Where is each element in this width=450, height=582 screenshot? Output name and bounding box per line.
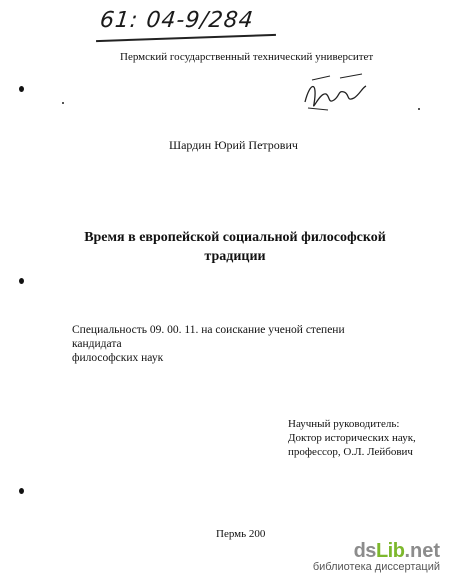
specialty-line-2: философских наук (72, 352, 164, 364)
title-line-1: Время в европейской социальной философской (84, 230, 386, 245)
supervisor-role: Научный руководитель: (288, 418, 400, 430)
university-name: Пермский государственный технический университет (120, 51, 374, 63)
scan-speck (418, 108, 420, 110)
supervisor-name: профессор, О.Л. Лейбович (288, 446, 413, 458)
dslib-watermark (313, 540, 440, 573)
specialty-statement (72, 323, 372, 365)
logo-dot: . (404, 540, 410, 562)
logo-ds: ds (353, 540, 376, 562)
scan-hole-mark (19, 86, 24, 92)
dslib-logo (313, 540, 440, 563)
archive-number-handwritten: 61: 04-9/284 (98, 8, 256, 33)
logo-subtitle: библиотека диссертаций (312, 561, 440, 573)
dissertation-title (60, 228, 410, 266)
specialty-line-1: Специальность 09. 00. 11. на соискание ученой степени кандидата (72, 324, 345, 350)
scan-hole-mark (19, 278, 24, 284)
logo-lib: Lib (375, 540, 405, 562)
supervisor-degree: Доктор исторических наук, (288, 432, 416, 444)
city-year: Пермь 200 (216, 528, 266, 540)
title-line-2: традиции (204, 249, 266, 264)
scan-speck (62, 102, 64, 104)
author-name: Шардин Юрий Петрович (169, 138, 298, 152)
supervisor-block (288, 417, 438, 459)
handwritten-underline (96, 34, 276, 42)
signature-mark (300, 72, 370, 117)
scan-hole-mark (19, 488, 24, 494)
logo-net: net (410, 540, 440, 562)
